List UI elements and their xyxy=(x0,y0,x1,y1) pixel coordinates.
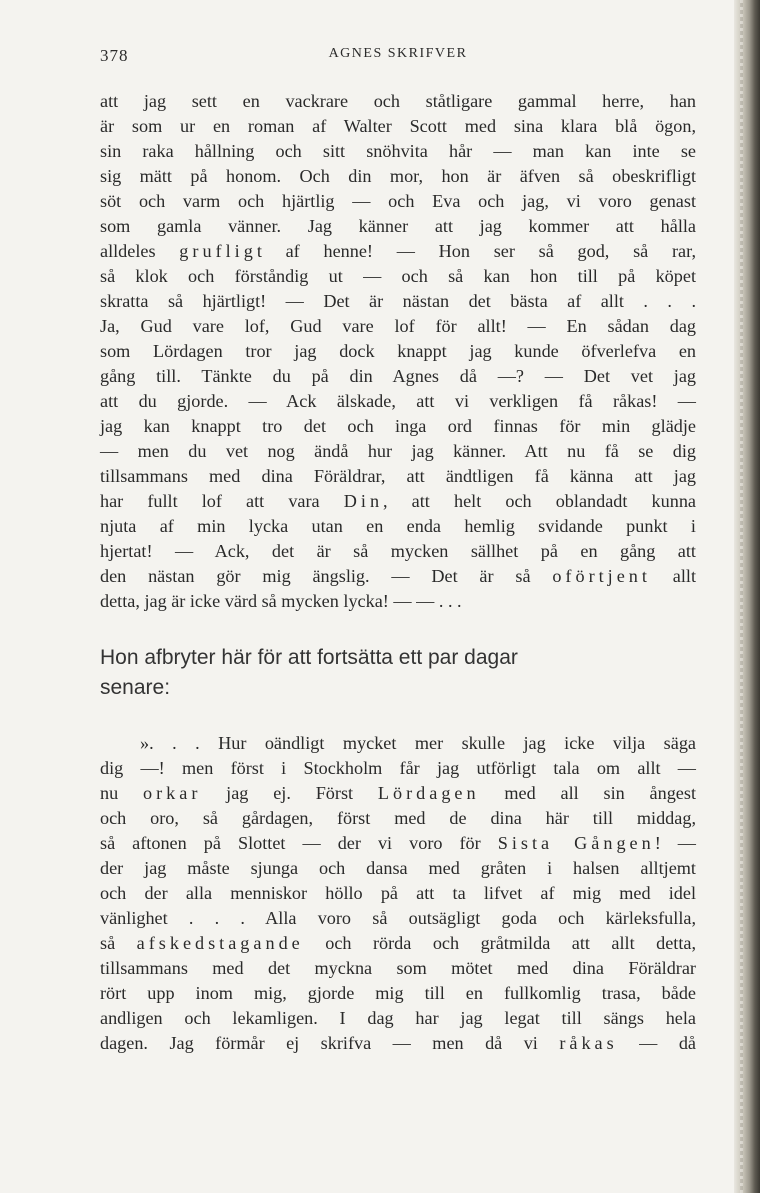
text-line: att jag sett en vackrare och ståtligare gammal herre, han xyxy=(100,91,696,111)
text-segment: med all sin ångest xyxy=(479,783,697,803)
text-line: jag kan knappt tro det och inga ord finnas för min glädje xyxy=(100,416,696,436)
text-segment: så xyxy=(100,933,137,953)
text-line: skratta så hjärtligt! — Det är nästan det bästa af allt . . . xyxy=(100,291,696,311)
text-line: som Lördagen tror jag dock knappt jag kunde öfverlefva en xyxy=(100,341,696,361)
text-line: söt och varm och hjärtlig — och Eva och jag, vi voro genast xyxy=(100,191,696,211)
text-segment: så aftonen på Slottet — der vi voro för xyxy=(100,833,498,853)
spaced-emphasis: orkar xyxy=(143,783,202,803)
text-line: gång till. Tänkte du på din Agnes då —? — Det vet jag xyxy=(100,366,696,386)
text-line xyxy=(100,239,696,264)
text-line: så klok och förståndig ut — och så kan hon till på köpet xyxy=(100,266,696,286)
text-line: ». . . Hur oändligt mycket mer skulle jag icke vilja säga xyxy=(140,733,696,753)
text-segment: , att helt och oblandadt kunna xyxy=(383,491,696,511)
text-line: hjertat! — Ack, det är så mycken sällhet på en gång att xyxy=(100,541,696,561)
spaced-emphasis: Lördagen xyxy=(377,783,480,803)
text-line: tillsammans med dina Föräldrar, att ändtligen få känna att jag xyxy=(100,466,696,486)
text-line: der jag måste sjunga och dansa med gråten i halsen alltjemt xyxy=(100,858,696,878)
spaced-emphasis: Sista Gången xyxy=(497,833,655,853)
text-segment: nu xyxy=(100,783,143,803)
text-line: och der alla menniskor höllo på att ta lifvet af mig med idel xyxy=(100,883,696,903)
text-segment: t af henne! — Hon ser så god, så rar, xyxy=(256,241,696,261)
editor-note-line-2: senare: xyxy=(100,676,171,699)
text-segment: — då xyxy=(617,1033,696,1053)
text-line: att du gjorde. — Ack älskade, att vi verkligen få råkas! — xyxy=(100,391,696,411)
text-line: sig mätt på honom. Och din mor, hon är äfven så obeskrifligt xyxy=(100,166,696,186)
text-line: tillsammans med det myckna som mötet med dina Föräldrar xyxy=(100,958,696,978)
text-segment: jag ej. Först xyxy=(201,783,378,803)
page-header xyxy=(100,46,696,70)
text-line xyxy=(100,1031,696,1056)
spaced-emphasis: Din xyxy=(343,491,384,511)
text-line: sin raka hållning och sitt snöhvita hår — man kan inte se xyxy=(100,141,696,161)
text-line: vänlighet . . . Alla voro så outsägligt goda och kärleksfulla, xyxy=(100,908,696,928)
text-line xyxy=(100,831,696,856)
text-line xyxy=(100,489,696,514)
text-segment: den nästan gör mig ängslig. — Det är så xyxy=(100,566,553,586)
text-line: — men du vet nog ändå hur jag känner. Att nu få se dig xyxy=(100,441,696,461)
text-line: detta, jag är icke värd så mycken lycka! — — . . . xyxy=(100,591,462,611)
text-line: njuta af min lycka utan en enda hemlig svidande punkt i xyxy=(100,516,696,536)
text-segment: ! — xyxy=(654,833,696,853)
text-segment: och rörda och gråtmilda att allt detta, xyxy=(303,933,697,953)
text-line: Ja, Gud vare lof, Gud vare lof för allt! — En sådan dag xyxy=(100,316,696,336)
editor-note-line-1: Hon afbryter här för att fortsätta ett par dagar xyxy=(100,646,518,669)
text-line xyxy=(100,931,696,956)
spaced-emphasis: oförtjent xyxy=(552,566,651,586)
text-segment: alldeles xyxy=(100,241,180,261)
spaced-emphasis: gruflig xyxy=(179,241,257,261)
text-line: och oro, så gårdagen, först med de dina här till middag, xyxy=(100,808,696,828)
page-edge-shadow xyxy=(734,0,760,1193)
spaced-emphasis: råkas xyxy=(559,1033,618,1053)
text-line: dig —! men först i Stockholm får jag utförligt tala om allt — xyxy=(100,758,696,778)
running-head: AGNES SKRIFVER xyxy=(328,46,468,61)
text-line: som gamla vänner. Jag känner att jag kommer att hålla xyxy=(100,216,696,236)
text-line xyxy=(100,781,696,806)
spaced-emphasis: afskedstagande xyxy=(136,933,304,953)
page-number: 378 xyxy=(100,46,129,65)
text-segment: dagen. Jag förmår ej skrifva — men då vi xyxy=(100,1033,560,1053)
text-segment: allt xyxy=(650,566,697,586)
text-line: rört upp inom mig, gjorde mig till en fullkomlig trasa, både xyxy=(100,983,696,1003)
text-line xyxy=(100,564,696,589)
text-segment: har fullt lof att vara xyxy=(100,491,344,511)
text-line: andligen och lekamligen. I dag har jag legat till sängs hela xyxy=(100,1008,696,1028)
text-line: är som ur en roman af Walter Scott med sina klara blå ögon, xyxy=(100,116,696,136)
